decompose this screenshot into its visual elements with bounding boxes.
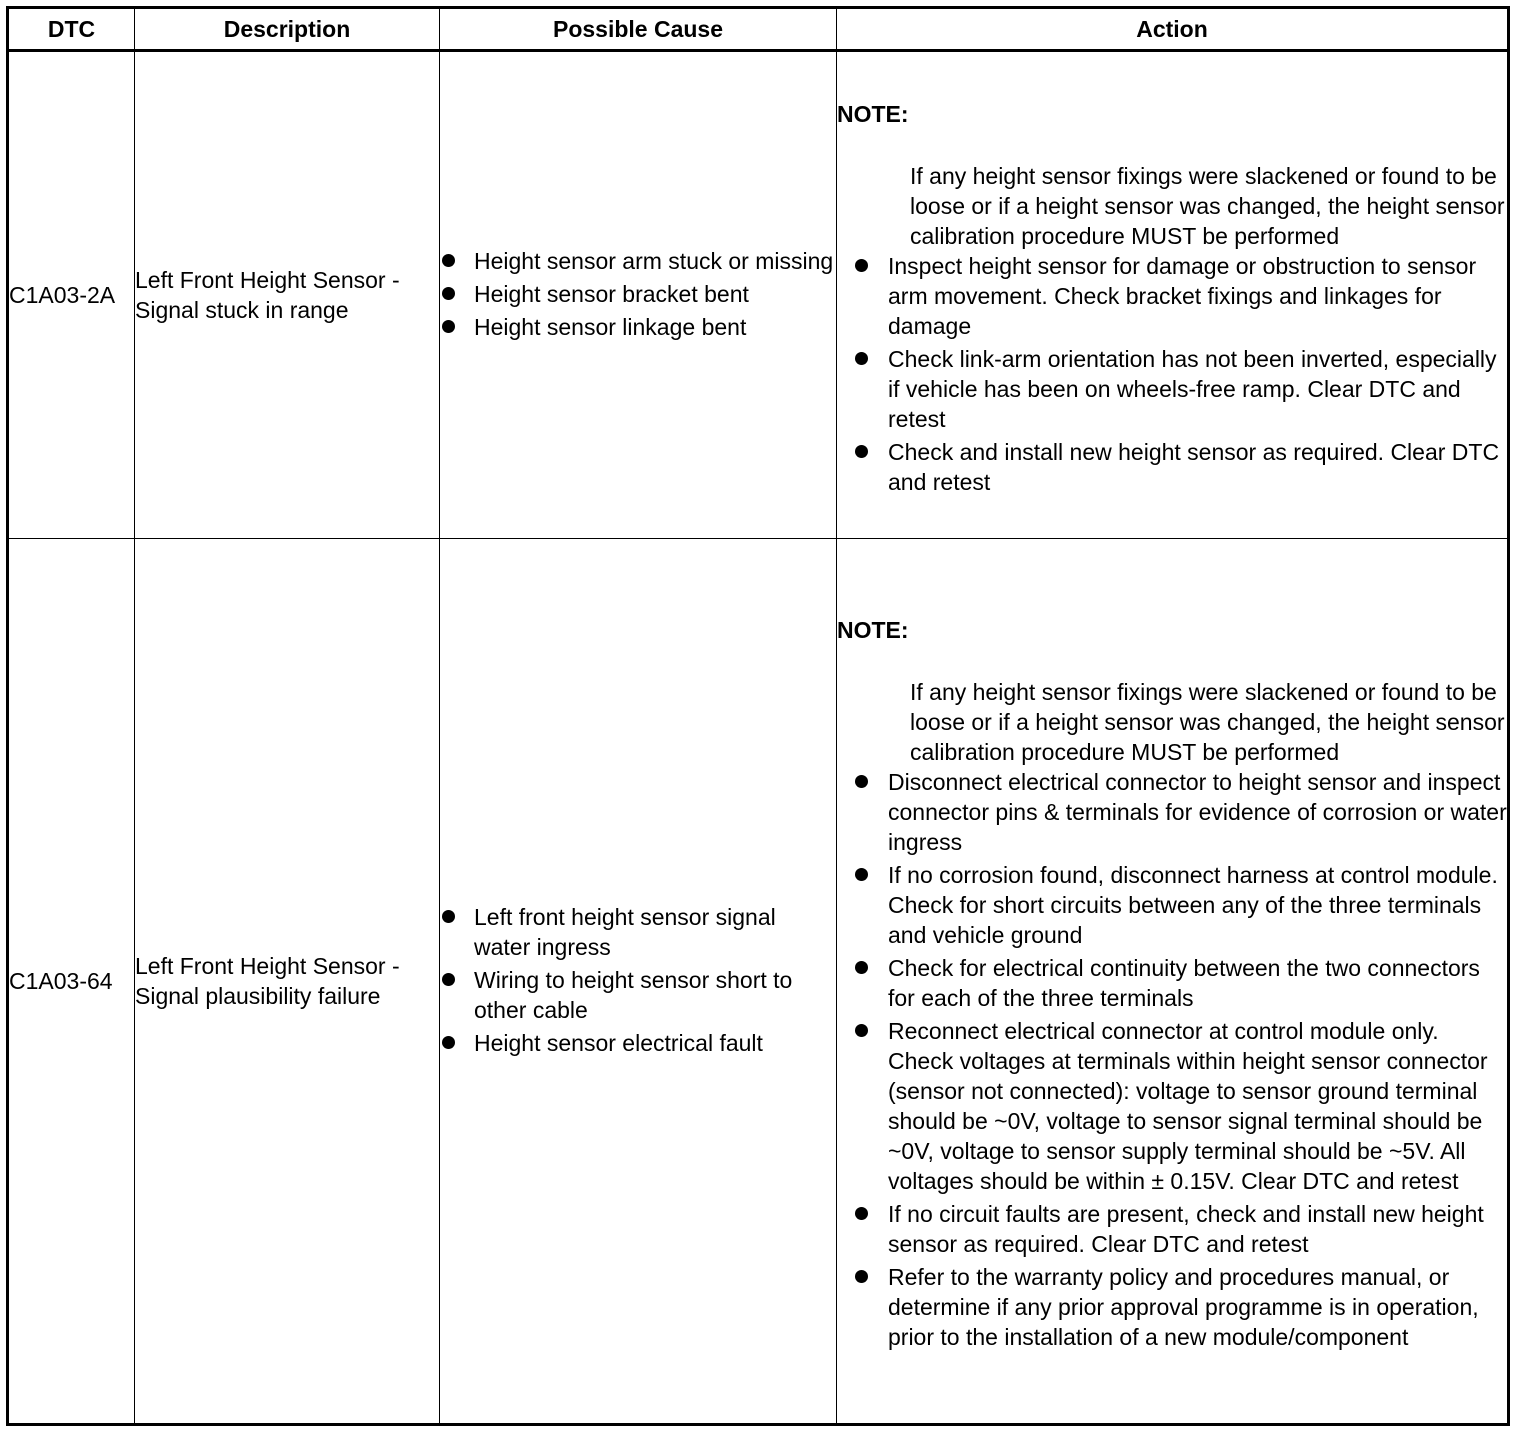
header-dtc: DTC	[8, 8, 135, 51]
bullet-icon	[855, 868, 868, 881]
note-text: If any height sensor fixings were slackened or found to be loose or if a height sensor was changed, the height sensor calibration procedure MUST be performed	[910, 162, 1505, 249]
cause-text: Height sensor arm stuck or missing	[474, 247, 834, 274]
action-text: Refer to the warranty policy and procedures manual, or determine if any prior approval programme is in operation, prior to the installation of a new module/component	[888, 1264, 1479, 1350]
bullet-icon	[855, 352, 868, 365]
action-list	[837, 251, 1507, 497]
list-item	[853, 1016, 1507, 1196]
list-item	[853, 344, 1507, 434]
dtc-table	[6, 6, 1510, 1426]
list-item	[440, 1028, 836, 1058]
action-text: Inspect height sensor for damage or obstruction to sensor arm movement. Check bracket fixings and linkages for damage	[888, 252, 1477, 339]
header-row	[8, 8, 1509, 51]
cause-text: Height sensor electrical fault	[474, 1029, 763, 1056]
list-item	[440, 965, 836, 1025]
bullet-icon	[442, 320, 455, 333]
cause-text: Height sensor bracket bent	[474, 280, 749, 307]
action-cell	[837, 51, 1509, 539]
bullet-icon	[855, 1024, 868, 1037]
list-item	[853, 251, 1507, 341]
bullet-icon	[855, 445, 868, 458]
list-item	[440, 279, 836, 309]
bullet-icon	[855, 1207, 868, 1220]
action-list	[837, 767, 1507, 1352]
possible-cause-cell	[440, 539, 837, 1425]
note-label: NOTE:	[837, 617, 909, 643]
list-item	[440, 246, 836, 276]
list-item	[440, 902, 836, 962]
list-item	[853, 953, 1507, 1013]
list-item	[853, 1262, 1507, 1352]
bullet-icon	[442, 1036, 455, 1049]
dtc-code: C1A03-64	[8, 539, 135, 1425]
action-cell	[837, 539, 1509, 1425]
header-possible-cause: Possible Cause	[440, 8, 837, 51]
header-action: Action	[837, 8, 1509, 51]
cause-text: Height sensor linkage bent	[474, 313, 747, 340]
table-row	[8, 51, 1509, 539]
list-item	[853, 1199, 1507, 1259]
action-text: If no corrosion found, disconnect harness at control module. Check for short circuits between any of the three terminals and vehicle ground	[888, 862, 1498, 948]
possible-cause-cell	[440, 51, 837, 539]
cause-list	[440, 246, 836, 342]
cause-text: Left front height sensor signal water ingress	[474, 903, 776, 960]
bullet-icon	[855, 961, 868, 974]
list-item	[440, 312, 836, 342]
action-text: Disconnect electrical connector to height sensor and inspect connector pins & terminals for evidence of corrosion or water ingress	[888, 769, 1507, 855]
header-description: Description	[135, 8, 440, 51]
action-text: Reconnect electrical connector at control module only. Check voltages at terminals within height sensor connector (sensor not connected): voltage to sensor ground terminal should be ~0V, voltage to sensor signal terminal should be ~0V, voltage to sensor supply terminal should be ~5V. All voltages should be within ± 0.15V. Clear DTC and retest	[888, 1018, 1488, 1194]
bullet-icon	[855, 1270, 868, 1283]
note-label: NOTE:	[837, 100, 909, 127]
action-text: Check link-arm orientation has not been inverted, especially if vehicle has been on wheels-free ramp. Clear DTC and retest	[888, 345, 1497, 432]
dtc-code: C1A03-2A	[8, 51, 135, 539]
cause-text: Wiring to height sensor short to other cable	[474, 966, 793, 1023]
bullet-icon	[442, 973, 455, 986]
bullet-icon	[442, 910, 455, 923]
action-text: If no circuit faults are present, check and install new height sensor as required. Clear DTC and retest	[888, 1201, 1484, 1257]
list-item	[853, 860, 1507, 950]
note-text: If any height sensor fixings were slackened or found to be loose or if a height sensor was changed, the height sensor calibration procedure MUST be performed	[910, 679, 1505, 765]
dtc-description: Left Front Height Sensor - Signal plausibility failure	[135, 539, 440, 1425]
cause-list	[440, 902, 836, 1058]
list-item	[853, 767, 1507, 857]
bullet-icon	[442, 254, 455, 267]
bullet-icon	[855, 775, 868, 788]
list-item	[853, 437, 1507, 497]
bullet-icon	[442, 287, 455, 300]
dtc-description: Left Front Height Sensor - Signal stuck in range	[135, 51, 440, 539]
table-row	[8, 539, 1509, 1425]
action-text: Check for electrical continuity between the two connectors for each of the three terminals	[888, 955, 1480, 1011]
action-text: Check and install new height sensor as required. Clear DTC and retest	[888, 438, 1500, 495]
bullet-icon	[855, 259, 868, 272]
